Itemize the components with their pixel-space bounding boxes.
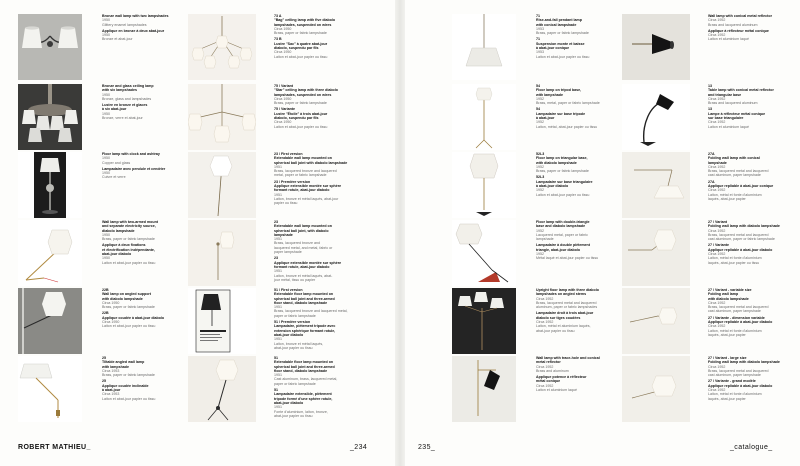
caption-detail-line: Brass, paper or fabric lampshade — [102, 237, 155, 242]
caption-title-line: spherical ball joint and three-armed — [274, 296, 335, 301]
caption-entry — [102, 356, 190, 401]
caption-title-line: extension sphérique formant rotule, — [274, 328, 336, 333]
caption-title-line: Lustre en bronze et glaces — [102, 103, 148, 108]
caption-detail-line: Copper and glass — [102, 160, 131, 165]
caption-title-line: Applique coudée inclinable — [102, 383, 149, 388]
photo-upright-floor-lamp-three — [452, 288, 516, 354]
caption-detail-line: 1950 — [102, 156, 110, 161]
caption-title-line: Floor lamp with clock and ashtray — [102, 152, 160, 156]
caption-title-line: 75 / Variant — [274, 84, 293, 88]
footer-page-number-right: 235_ — [418, 444, 436, 451]
caption-detail-line: abat-jour papier ou tissu — [274, 345, 313, 350]
caption-detail-line: Bronze, verre et abat-jour — [102, 116, 143, 121]
photo-two-armed-wall-lamp — [18, 220, 82, 286]
caption-detail-line: Bronze, glass and lampshades — [102, 96, 152, 101]
caption-title-line: Lampadaire sur base triangulaire — [536, 179, 593, 184]
caption-detail-line: 1951 — [274, 237, 282, 242]
caption-detail-line: Laiton, bronze et métal laqués, abat-jour — [274, 196, 339, 201]
caption-detail-line: Circa 1953 — [102, 392, 120, 397]
caption-title-line: 23 / Première version — [274, 179, 311, 184]
caption-title-line: Applique repliable à abat-jour conique — [708, 184, 774, 189]
caption-entry — [274, 220, 362, 282]
caption-detail-line: Cast aluminum, brass, lacquered metal, — [274, 377, 338, 382]
caption-detail-line: Brass, lacquered bronze and lacquered — [274, 169, 337, 174]
caption-detail-line: Laiton, bronze et métal laqués, abat- — [274, 273, 333, 278]
caption-title-line: triangle, abat-jour diabolo — [536, 247, 581, 252]
caption-detail-line: Circa 1953 — [102, 368, 120, 373]
caption-title-line: Folding wall lamp — [708, 292, 739, 297]
caption-title-line: 27 / Variante - dimension variable — [708, 315, 765, 320]
book-gutter — [395, 0, 405, 466]
photo-floor-lamp-51 — [188, 356, 256, 422]
caption-detail-line: paper or fabric lampshade — [274, 313, 316, 318]
caption-entry — [102, 152, 190, 180]
caption-detail-line: 1951 — [274, 269, 282, 274]
caption-title-line: floor stand, diabolo lampshade — [274, 368, 328, 373]
caption-detail-line: laqués, abat-jour papier — [708, 396, 746, 401]
caption-title-line: Suspension monte et baisse — [536, 41, 585, 46]
caption-title-line: 22B — [102, 311, 109, 316]
photo-wall-lamp-trace-hole — [452, 356, 516, 422]
caption-title-line: and triangular base — [708, 92, 742, 97]
caption-title-line: Floor lamp on tripod base, — [536, 88, 582, 93]
caption-title-line: lampshade — [708, 160, 727, 165]
caption-title-line: Lampadaire sur base tripode — [536, 111, 586, 116]
caption-title-line: formant rotule, abat-jour diabolo — [274, 188, 330, 193]
caption-title-line: 71 — [536, 14, 540, 18]
caption-title-line: lampshade — [274, 232, 293, 237]
caption-detail-line: cast aluminum, paper lampshade — [708, 173, 761, 178]
caption-title-line: 27A — [708, 152, 715, 156]
caption-detail-line: 1951 — [274, 373, 282, 378]
caption-detail-line: Laiton et aluminium laqué — [708, 124, 749, 129]
caption-detail-line: Circa 1952 — [708, 364, 726, 369]
photo-folding-wall-lamp-27-variable — [622, 288, 690, 354]
caption-title-line: Applique repliable à abat-jour diabolo — [708, 247, 773, 252]
caption-detail-line: Laiton, métal et fonte d'aluminium — [708, 392, 762, 397]
caption-detail-line: Laiton, métal et fonte d'aluminium — [708, 256, 762, 261]
caption-detail-line: 1952 — [536, 188, 544, 193]
caption-title-line: 27 / Variante — [708, 243, 729, 248]
photo-table-lamp-13 — [622, 84, 690, 150]
caption-title-line: spherical ball joint, with diabolo — [274, 228, 329, 233]
caption-detail-line: 1952 — [536, 120, 544, 125]
caption-entry — [708, 220, 796, 265]
photo-extendable-wall-lamp-23 — [188, 220, 256, 286]
caption-title-line: Wall lamp with trace-hole and conical — [536, 356, 600, 360]
caption-title-line: spherical ball joint with diabolo lampshade — [274, 160, 348, 165]
caption-title-line: Applique en bronze à deux abat-jour — [102, 28, 165, 33]
caption-detail-line: Bronze et abat-jour — [102, 37, 133, 42]
caption-title-line: à abat-jour conique — [536, 46, 570, 51]
caption-detail-line: Brass, paper or fabric lampshade — [102, 373, 155, 378]
photo-tiltable-wall-lamp-25 — [18, 356, 82, 422]
caption-title-line: Lustre "Sac" à quatre abat-jour — [274, 41, 328, 46]
caption-title-line: Lampadaire à double piètement — [536, 243, 590, 248]
caption-title-line: 23 / First version — [274, 152, 303, 156]
caption-detail-line: lampshade — [536, 237, 554, 242]
caption-detail-line: Brass, paper or fabric lampshade — [274, 101, 327, 106]
caption-detail-line: papier ou tissu — [274, 201, 298, 206]
caption-title-line: à abat-jour — [102, 388, 121, 393]
footer-brand: ROBERT MATHIEU_ — [18, 444, 91, 451]
caption-title-line: lampshades, suspended on wires — [274, 22, 332, 27]
caption-title-line: Wall lamp on angled support — [102, 292, 151, 297]
caption-title-line: 13 — [708, 84, 712, 88]
caption-entry — [708, 84, 796, 129]
caption-detail-line: Brass, metal, paper or fabric lampshade — [536, 101, 600, 106]
caption-title-line: formant rotule, abat-jour diabolo — [274, 264, 330, 269]
photo-bag-ceiling-lamp — [188, 14, 256, 80]
caption-title-line: Tiltable angled wall lamp — [102, 360, 145, 365]
caption-detail-line: Circa 1952 — [536, 383, 554, 388]
caption-detail-line: 1952 — [536, 96, 544, 101]
caption-title-line: 52L3 — [536, 152, 545, 156]
caption-title-line: base and diabolo lampshade — [536, 224, 586, 229]
caption-detail-line: 1950 — [102, 256, 110, 261]
photo-floor-lamp-clock — [18, 152, 82, 218]
caption-detail-line: Laiton et abat-jour papier ou tissu — [536, 54, 590, 59]
caption-title-line: Applique repliable à abat-jour diabolo — [708, 383, 773, 388]
caption-title-line: Applique coudée à abat-jour diabolo — [102, 315, 165, 320]
caption-detail-line: Métal laqué et abat-jour papier ou tissu — [536, 256, 599, 261]
photo-folding-wall-lamp-27-large — [622, 356, 690, 422]
caption-detail-line: Laiton, métal et aluminium laqués, — [536, 324, 591, 329]
caption-entry — [536, 220, 624, 261]
caption-detail-line: Laiton et abat-jour papier ou tissu — [102, 260, 156, 265]
caption-detail-line: Lacquered metal, paper or fabric — [536, 232, 588, 237]
caption-detail-line: 1951 — [274, 305, 282, 310]
photo-star-ceiling-lamp — [188, 84, 256, 150]
caption-title-line: 54 — [536, 84, 540, 88]
caption-title-line: diabolo lampshade — [102, 228, 135, 233]
caption-title-line: 71 — [536, 37, 540, 42]
caption-title-line: Folding wall lamp with conical — [708, 156, 760, 161]
caption-detail-line: Laiton, métal et fonte d'aluminium — [708, 192, 762, 197]
caption-entry — [274, 14, 362, 59]
caption-detail-line: Laiton, métal, abat-jour papier ou tissu — [536, 124, 598, 129]
caption-detail-line: cast aluminum, paper or fabric lampshade — [708, 237, 775, 242]
caption-detail-line: abat-jour papier ou tissu — [536, 328, 575, 333]
caption-title-line: with lampshade — [102, 364, 129, 369]
caption-title-line: à abat-jour — [536, 116, 555, 121]
caption-title-line: métal conique — [536, 379, 561, 384]
caption-title-line: spherical ball joint and three-armed — [274, 364, 335, 369]
caption-title-line: Rise-and-fall pendant lamp — [536, 18, 582, 23]
caption-detail-line: Brass, paper or fabric lampshade — [536, 169, 589, 174]
caption-title-line: Floor lamp with double-triangle — [536, 220, 590, 224]
caption-title-line: Folding wall lamp with diabolo lampshade — [708, 360, 780, 365]
caption-title-line: floor stand, diabolo lampshade — [274, 300, 328, 305]
caption-detail-line: Brass and aluminum — [536, 368, 569, 373]
caption-detail-line: 1951 — [274, 337, 282, 342]
caption-detail-line: Laiton et aluminium laqué — [536, 388, 577, 393]
caption-title-line: Extendable floor lamp mounted on — [274, 292, 334, 297]
caption-detail-line: 1951 — [274, 164, 282, 169]
caption-detail-line: paper lampshade — [274, 250, 302, 255]
caption-entry — [274, 84, 362, 129]
caption-title-line: with diabolo lampshade — [102, 296, 143, 301]
caption-detail-line: Circa 1950 — [274, 96, 292, 101]
caption-title-line: sur base triangulaire — [708, 116, 744, 121]
photo-bronze-glass-ceiling-lamp — [18, 84, 82, 150]
caption-title-line: 51 / First version — [274, 288, 303, 292]
caption-title-line: Lampadaire avec pendule et cendrier — [102, 166, 166, 171]
caption-title-line: Applique extensible montée sur sphère — [274, 260, 342, 265]
caption-detail-line: Circa 1952 — [536, 296, 554, 301]
caption-title-line: abat-jour diabolo — [274, 400, 304, 405]
caption-title-line: abat-jour diabolo — [102, 252, 132, 257]
caption-detail-line: Circa 1952 — [708, 120, 726, 125]
caption-detail-line: Laiton et abat-jour papier ou tissu — [536, 192, 590, 197]
caption-title-line: abat-jour diabolo — [274, 332, 304, 337]
caption-title-line: with six lampshades — [102, 88, 137, 93]
photo-angled-wall-lamp-22b — [18, 288, 82, 354]
caption-title-line: Table lamp with conical metal reflector — [708, 88, 774, 93]
caption-detail-line: laqués, abat-jour papier — [708, 196, 746, 201]
caption-detail-line: paper or fabric lampshade — [274, 381, 316, 386]
caption-entry — [708, 14, 796, 42]
caption-detail-line: Circa 1952 — [708, 388, 726, 393]
caption-detail-line: 1950 — [102, 18, 110, 23]
caption-detail-line: 1950 — [102, 171, 110, 176]
photo-folding-wall-lamp-27-variant — [622, 220, 690, 286]
caption-detail-line: Laiton et abat-jour papier ou tissu — [102, 396, 156, 401]
caption-detail-line: Circa 1952 — [536, 364, 554, 369]
caption-title-line: tripode formé d'une sphère rotule, — [274, 396, 333, 401]
caption-title-line: 23 — [274, 220, 278, 224]
caption-detail-line: 1952 — [536, 252, 544, 257]
caption-detail-line: Circa 1952 — [708, 252, 726, 257]
caption-entry — [708, 152, 796, 201]
caption-detail-line: Brass, lacquered metal and lacquered — [536, 300, 597, 305]
caption-title-line: 27 / Variant — [708, 220, 727, 224]
caption-detail-line: Circa 1952 — [708, 18, 726, 23]
caption-title-line: 25 — [102, 356, 106, 360]
caption-title-line: Lustre "Étoile" à trois abat-jour — [274, 111, 328, 116]
caption-detail-line: Brass, lacquered metal and lacquered — [708, 232, 769, 237]
photo-floor-lamp-52l3 — [452, 152, 516, 218]
caption-title-line: Lampadaire, piètement tripode avec — [274, 324, 336, 329]
caption-detail-line: Circa 1952 — [708, 300, 726, 305]
caption-detail-line: 1951 — [274, 405, 282, 410]
caption-entry — [536, 356, 624, 392]
caption-title-line: lampshades on angled stems — [536, 292, 587, 297]
caption-detail-line: 1951 — [274, 192, 282, 197]
caption-detail-line: 1953 — [536, 50, 544, 55]
caption-title-line: et électrification indépendante, — [102, 247, 155, 252]
caption-title-line: Applique extensible montée sur sphère — [274, 184, 342, 189]
caption-detail-line: Circa 1950 — [274, 50, 292, 55]
caption-title-line: with conical lampshade — [536, 22, 577, 27]
caption-title-line: diabolo, suspendu par fils — [274, 116, 319, 121]
caption-title-line: 13 — [708, 107, 712, 112]
photo-bronze-wall-lamp — [18, 14, 82, 80]
caption-entry — [102, 14, 190, 42]
caption-detail-line: 1953 — [536, 26, 544, 31]
caption-detail-line: Brass, paper or fabric lampshade — [536, 31, 589, 36]
caption-title-line: lampshades, suspended on wires — [274, 92, 332, 97]
caption-detail-line: 1950 — [102, 111, 110, 116]
caption-detail-line: 1952 — [536, 228, 544, 233]
caption-entry — [536, 288, 624, 333]
caption-detail-line: metal, paper or fabric lampshade — [274, 173, 327, 178]
caption-title-line: Bronze and glass ceiling lamp — [102, 84, 154, 88]
caption-title-line: Extendable wall lamp mounted on — [274, 224, 332, 229]
caption-title-line: Upright floor lamp with three diabolo — [536, 288, 599, 292]
caption-detail-line: Circa 1950 — [102, 320, 120, 325]
caption-title-line: Applique repliable à abat-jour diabolo — [708, 320, 773, 325]
caption-title-line: 27A — [708, 179, 715, 184]
photo-floor-lamp-51-poster — [188, 288, 256, 354]
caption-title-line: Wall lamp with two-armed mount — [102, 220, 158, 224]
caption-entry — [102, 84, 190, 120]
photo-extendable-wall-lamp-23-first — [188, 152, 256, 218]
caption-detail-line: cast aluminum, paper lampshade — [708, 373, 761, 378]
caption-detail-line: Brass, lacquered metal and lacquered — [708, 305, 769, 310]
caption-entry — [536, 152, 624, 197]
photo-folding-wall-lamp-27a — [622, 152, 690, 218]
caption-detail-line: Circa 1952 — [708, 188, 726, 193]
caption-title-line: 73 B — [274, 37, 282, 42]
caption-title-line: Folding wall lamp with diabolo lampshade — [708, 224, 780, 229]
caption-title-line: 51 / Première version — [274, 320, 311, 325]
caption-detail-line: abat-jour papier ou tissu — [274, 413, 313, 418]
caption-detail-line: jour métal, tissu ou papier — [274, 277, 316, 282]
caption-title-line: à abat-jour diabolo — [536, 184, 569, 189]
caption-title-line: Lampe à réflecteur métal conique — [708, 111, 766, 116]
caption-detail-line: Laiton et abat-jour papier ou tissu — [274, 124, 328, 129]
caption-detail-line: Laiton et abat-jour papier ou tissu — [102, 324, 156, 329]
caption-detail-line: Brass, lacquered bronze and lacquered metal, — [274, 309, 348, 314]
caption-title-line: "Bag" ceiling lamp with five diabolo — [274, 18, 336, 23]
photo-pendant-lamp-71 — [452, 14, 516, 80]
caption-detail-line: Brass, lacquered metal and lacquered — [708, 368, 769, 373]
caption-title-line: Applique à deux fixations — [102, 243, 146, 248]
caption-detail-line: Circa 1952 — [536, 320, 554, 325]
caption-title-line: 75 / Variante — [274, 107, 295, 112]
caption-detail-line: lacquered metal, and metal, fabric or — [274, 245, 333, 250]
caption-title-line: metal reflector — [536, 360, 561, 365]
caption-entry — [536, 14, 624, 59]
footer-section-label: _catalogue_ — [730, 444, 773, 451]
caption-title-line: 52L3 — [536, 175, 545, 180]
photo-double-triangle-floor-lamp — [452, 220, 516, 286]
caption-detail-line: Brass and lacquered aluminum — [708, 101, 758, 106]
caption-title-line: Lampadaire extensible, piètement — [274, 392, 332, 397]
caption-detail-line: Circa 1952 — [708, 164, 726, 169]
caption-title-line: "Star" ceiling lamp with three diabolo — [274, 88, 338, 93]
caption-entry — [274, 356, 362, 418]
caption-title-line: 27 / Variant - variable size — [708, 288, 752, 292]
caption-title-line: Floor lamp on triangular base, — [536, 156, 588, 161]
caption-title-line: à six abat-jour — [102, 107, 127, 112]
caption-title-line: 25 — [102, 379, 106, 384]
caption-title-line: 27 / Variante - grand modèle — [708, 379, 756, 384]
footer-page-number-left: _234 — [350, 444, 368, 451]
caption-entry — [274, 288, 362, 350]
caption-detail-line: 1950 — [102, 92, 110, 97]
caption-title-line: Wall lamp with conical metal reflector — [708, 14, 772, 18]
caption-title-line: and separate electricity source, — [102, 224, 156, 229]
caption-detail-line: Circa 1952 — [708, 33, 726, 38]
caption-detail-line: Brass, lacquered bronze and — [274, 241, 320, 246]
caption-title-line: Applique à réflecteur métal conique — [708, 28, 769, 33]
caption-entry — [102, 288, 190, 329]
caption-detail-line: Laiton, bronze et métal laqués, — [274, 341, 324, 346]
caption-title-line: diabolo, suspendu par fils — [274, 46, 319, 51]
photo-conical-reflector-wall-lamp — [622, 14, 690, 80]
caption-title-line: Extendable wall lamp mounted on — [274, 156, 332, 161]
caption-detail-line: Circa 1952 — [708, 228, 726, 233]
caption-detail-line: Laiton et abat-jour papier ou tissu — [274, 54, 328, 59]
caption-title-line: 54 — [536, 107, 540, 112]
photo-tripod-floor-lamp-54 — [452, 84, 516, 150]
caption-detail-line: Laiton, métal et fonte d'aluminium — [708, 328, 762, 333]
caption-title-line: 73 A — [274, 14, 282, 18]
caption-entry — [102, 220, 190, 265]
caption-detail-line: Circa 1952 — [708, 324, 726, 329]
caption-detail-line: Brass, paper or fabric lampshade — [274, 31, 327, 36]
caption-entry — [536, 84, 624, 129]
caption-detail-line: laqués, abat-jour papier ou tissu — [708, 260, 760, 265]
caption-detail-line: aluminum, paper or fabric lampshades — [536, 305, 598, 310]
caption-detail-line: Circa 1950 — [102, 300, 120, 305]
caption-entry — [708, 356, 796, 401]
caption-detail-line: 1950 — [102, 232, 110, 237]
caption-title-line: Applique potence à réflecteur — [536, 375, 587, 380]
caption-title-line: with lampshade — [536, 92, 563, 97]
caption-detail-line: Glittery enamel lampshades — [102, 22, 147, 27]
caption-title-line: with diabolo lampshade — [708, 296, 749, 301]
caption-detail-line: Cuivre et verre — [102, 175, 126, 180]
caption-detail-line: 1952 — [536, 164, 544, 169]
caption-detail-line: Circa 1950 — [274, 120, 292, 125]
caption-title-line: 51 — [274, 356, 278, 360]
caption-title-line: 27 / Variant - large size — [708, 356, 747, 360]
caption-detail-line: Circa 1952 — [708, 96, 726, 101]
caption-detail-line: 1950 — [102, 33, 110, 38]
caption-detail-line: Brass, paper or fabric lampshade — [102, 305, 155, 310]
caption-title-line: diabolo sur tiges coudées — [536, 315, 581, 320]
caption-detail-line: Fonte d'aluminium, laiton, bronze, — [274, 409, 328, 414]
caption-title-line: 23 — [274, 256, 278, 261]
caption-title-line: Bronze wall lamp with two lampshades — [102, 14, 169, 18]
caption-detail-line: Brass and lacquered aluminum — [708, 22, 758, 27]
caption-title-line: 51 — [274, 388, 278, 393]
caption-title-line: Extendable floor lamp mounted on — [274, 360, 334, 365]
caption-detail-line: Laiton et aluminium laqué — [708, 37, 749, 42]
caption-entry — [708, 288, 796, 337]
caption-detail-line: laqués, abat-jour papier — [708, 332, 746, 337]
caption-entry — [274, 152, 362, 206]
caption-title-line: with diabolo lampshade — [536, 160, 577, 165]
caption-detail-line: cast aluminum, paper lampshade — [708, 309, 761, 314]
caption-detail-line: Brass, lacquered metal and lacquered — [708, 169, 769, 174]
caption-title-line: Lampadaire droit à trois abat-jour — [536, 311, 594, 316]
caption-title-line: 22B — [102, 288, 109, 292]
caption-detail-line: Circa 1950 — [274, 26, 292, 31]
